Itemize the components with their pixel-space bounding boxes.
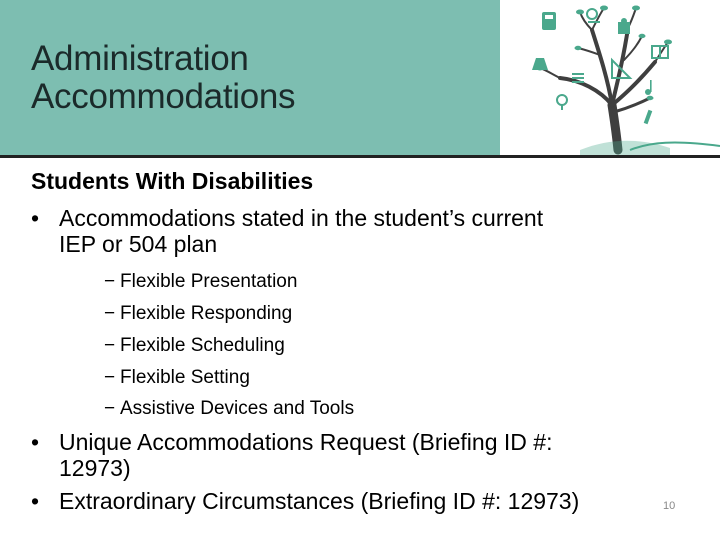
sub-item: [104, 303, 292, 325]
sub-item: [104, 398, 354, 420]
bullet-symbol: •: [31, 488, 40, 514]
title-line-1: Administration: [31, 39, 249, 78]
bullet-line: Extraordinary Circumstances (Briefing ID #: 12973): [59, 488, 580, 514]
bullet-text: [59, 488, 579, 514]
page-number: 10: [663, 500, 676, 512]
bullet-text: [59, 205, 543, 257]
dash-symbol: −: [104, 303, 116, 324]
sub-item-text: Flexible Scheduling: [120, 335, 285, 356]
sub-item: [104, 271, 297, 293]
sub-item-text: Flexible Setting: [120, 367, 250, 388]
title-line-2: Accommodations: [31, 77, 296, 116]
bullet-symbol: •: [31, 429, 40, 455]
sub-item: [104, 367, 250, 389]
dash-symbol: −: [104, 271, 116, 292]
dash-symbol: −: [104, 398, 116, 419]
bullet-line: Accommodations stated in the student’s current: [59, 205, 544, 231]
bullet-text: [59, 429, 552, 481]
bullet-symbol: •: [31, 205, 40, 231]
sub-item-text: Assistive Devices and Tools: [120, 398, 355, 419]
bullet-line: 12973): [59, 455, 131, 481]
bullet-line: IEP or 504 plan: [59, 231, 218, 257]
sub-item: [104, 335, 285, 357]
bullet-line: Unique Accommodations Request (Briefing ID #:: [59, 429, 553, 455]
sub-item-text: Flexible Presentation: [120, 271, 298, 292]
sub-item-text: Flexible Responding: [120, 303, 293, 324]
dash-symbol: −: [104, 335, 116, 356]
section-heading: Students With Disabilities: [31, 168, 314, 194]
dash-symbol: −: [104, 367, 116, 388]
